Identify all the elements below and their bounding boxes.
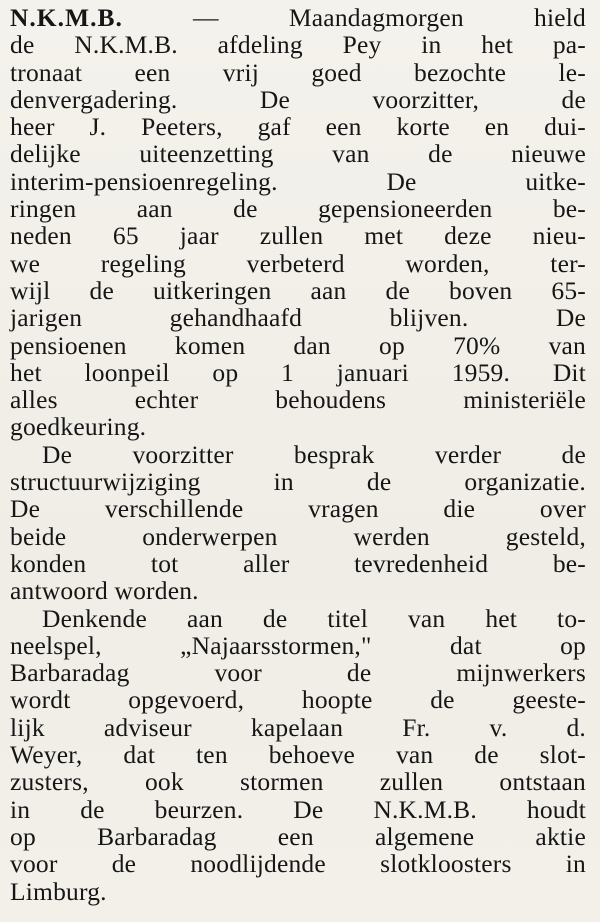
text-line: heer J. Peeters, gaf een korte en dui-: [10, 112, 586, 142]
text-line: neelspel, „Najaarsstormen," dat op: [10, 630, 586, 660]
text-line: structuurwijziging in de organizatie.: [10, 467, 586, 497]
text-line: konden tot aller tevredenheid be-: [10, 548, 586, 578]
text-line: De verschillende vragen die over: [10, 494, 586, 524]
text-line: jarigen gehandhaafd blijven. De: [10, 303, 586, 333]
text-line: wordt opgevoerd, hoopte de geeste-: [10, 685, 586, 715]
text-line: lijk adviseur kapelaan Fr. v. d.: [10, 712, 586, 742]
text-line: delijke uiteenzetting van de nieuwe: [10, 139, 586, 169]
text-line: Limburg.: [10, 876, 107, 906]
text-line: wijl de uitkeringen aan de boven 65-: [10, 275, 586, 305]
text-line: zusters, ook stormen zullen ontstaan: [10, 767, 586, 797]
article-body: [10, 4, 586, 905]
text-line: alles echter behoudens ministeriële: [10, 385, 586, 415]
text-line-content: — Maandagmorgen hield: [122, 3, 586, 32]
article-paragraph: [10, 441, 586, 605]
text-line: denvergadering. De voorzitter, de: [10, 84, 586, 114]
text-line: we regeling verbeterd worden, ter-: [10, 248, 586, 278]
text-line: tronaat een vrij goed bezochte le-: [10, 57, 586, 87]
text-line: voor de noodlijdende slotkloosters in: [10, 849, 586, 879]
text-line: Denkende aan de titel van het to-: [42, 603, 586, 633]
text-line: beide onderwerpen werden gesteld,: [10, 521, 586, 551]
text-line: neden 65 jaar zullen met deze nieu-: [10, 221, 586, 251]
text-line: antwoord worden.: [10, 576, 199, 606]
text-line: Weyer, dat ten behoeve van de slot-: [10, 740, 586, 770]
text-line: Barbaradag voor de mijnwerkers: [10, 658, 586, 688]
article-paragraph: [10, 605, 586, 905]
text-line: interim-pensioenregeling. De uitke-: [10, 166, 586, 196]
text-line: de N.K.M.B. afdeling Pey in het pa-: [10, 30, 586, 60]
text-line: pensioenen komen dan op 70% van: [10, 330, 586, 360]
text-line: [10, 4, 586, 31]
text-line: De voorzitter besprak verder de: [42, 439, 586, 469]
text-line: het loonpeil op 1 januari 1959. Dit: [10, 357, 586, 387]
text-line: ringen aan de gepensioneerden be-: [10, 194, 586, 224]
article-paragraph: [10, 4, 586, 441]
text-line: op Barbaradag een algemene aktie: [10, 821, 586, 851]
headline: N.K.M.B.: [10, 3, 123, 32]
text-line: in de beurzen. De N.K.M.B. houdt: [10, 794, 586, 824]
text-line: goedkeuring.: [10, 412, 147, 442]
